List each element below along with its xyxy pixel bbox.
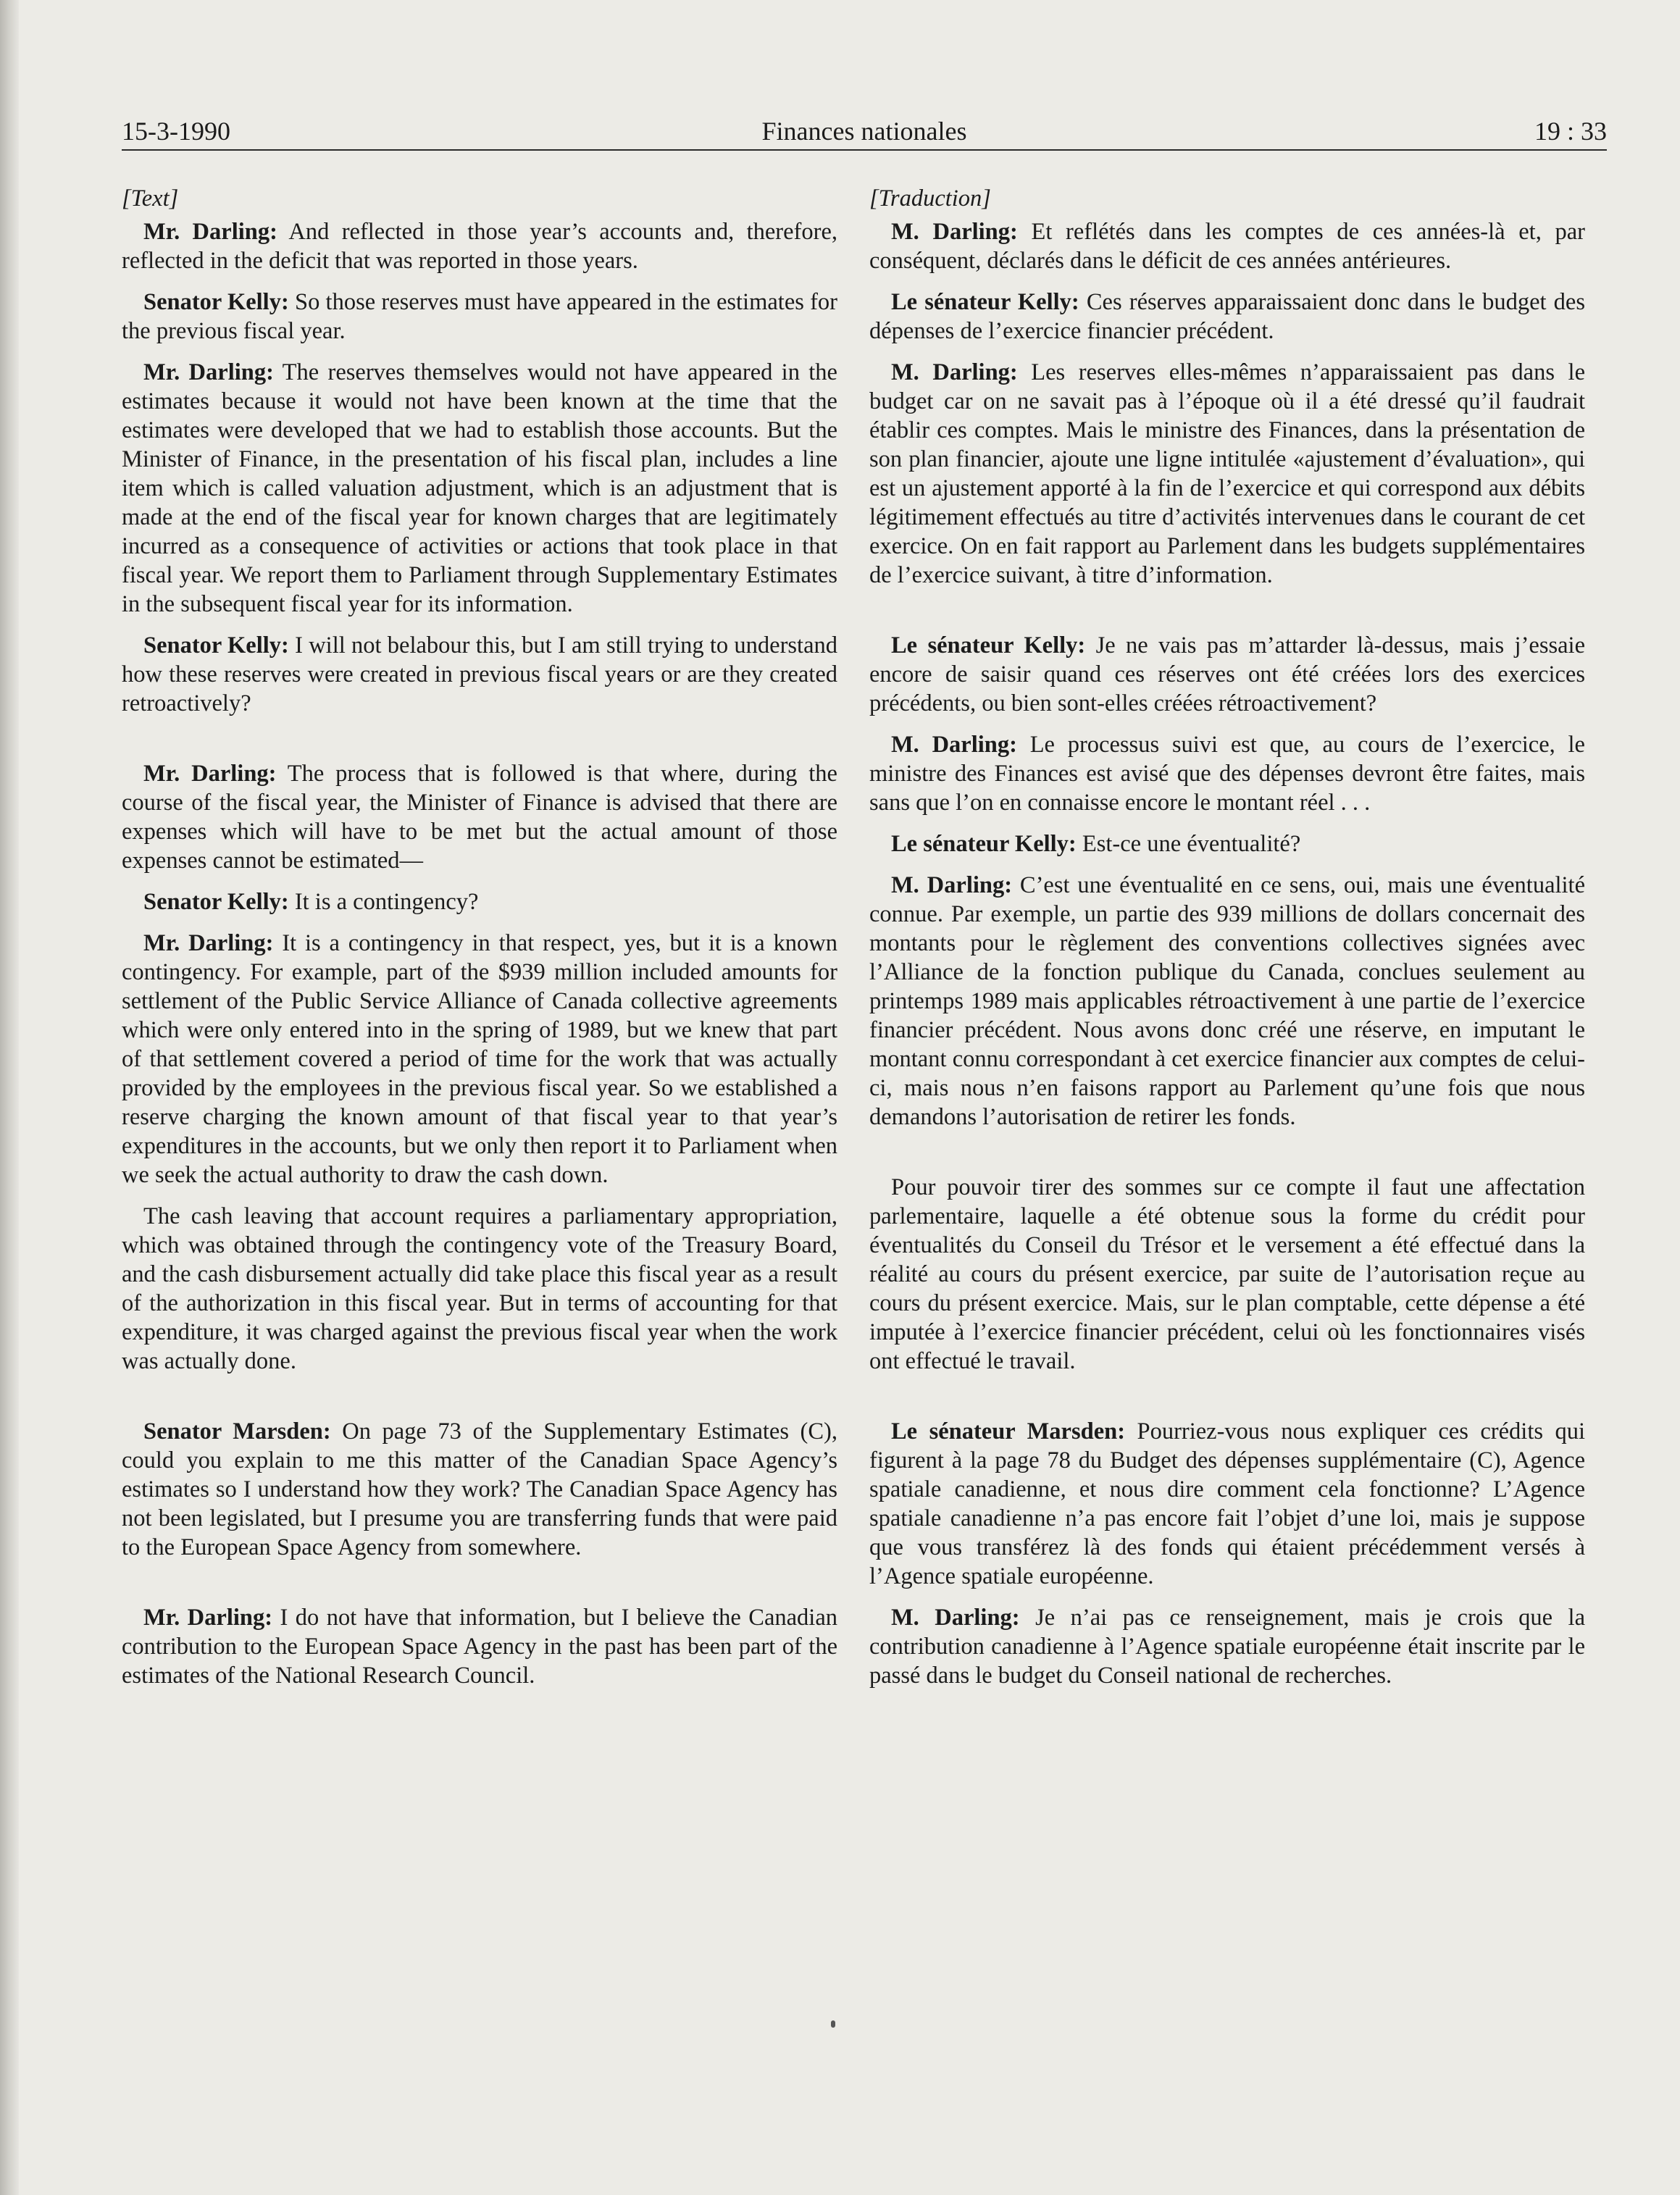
paragraph <box>122 358 837 619</box>
speech-text: The process that is followed is that where, during the course of the fiscal year, the Minister of Finance is advised that there are expenses which will have to be met but the actual amount of those expenses cannot be estimated— <box>122 761 837 874</box>
paragraph <box>122 759 837 875</box>
speaker: Le sénateur Marsden: <box>891 1418 1126 1444</box>
speaker: M. Darling: <box>891 1605 1020 1631</box>
paragraph <box>869 288 1585 346</box>
paragraph <box>122 1603 837 1690</box>
paragraph <box>869 358 1585 590</box>
speaker: Le sénateur Kelly: <box>891 632 1086 658</box>
speech-text: Pour pouvoir tirer des sommes sur ce compte il faut une affectation parlementaire, laquelle a été obtenue sous la forme du crédit pour éventualités du Conseil du Trésor et le versement a été effectué dans la réalité au cours du présent exercice, par suite de l’autorisation reçue au cours du présent exercice. Mais, sur le plan comptable, cette dépense a été imputée à l’exercice financier précédent, celui où les fonctionnaires visés ont effectué le travail. <box>869 1174 1585 1374</box>
speaker: M. Darling: <box>891 872 1013 898</box>
speaker: Mr. Darling: <box>143 1605 273 1631</box>
paragraph <box>869 730 1585 817</box>
column-label: [Text] <box>122 185 179 212</box>
speech-text: So those reserves must have appeared in the estimates for the previous fiscal year. <box>122 289 838 344</box>
speaker: Senator Marsden: <box>143 1418 331 1444</box>
paragraph <box>122 631 837 718</box>
speaker: Le sénateur Kelly: <box>891 289 1079 315</box>
ink-mark <box>831 2020 835 2028</box>
paragraph <box>122 1417 837 1562</box>
column-label: [Traduction] <box>869 185 991 212</box>
speaker: Mr. Darling: <box>143 761 277 787</box>
speech-text: Est-ce une éventualité? <box>1082 831 1301 857</box>
speech-text: On page 73 of the Supplementary Estimates (C), could you explain to me this matter of the Canadian Space Agency’s estimates so I understand how they work? The Canadian Space Agency has not been legislated, but I presume you are transferring funds that were paid to the European Space Agency from somewhere. <box>122 1418 837 1560</box>
paragraph <box>122 1202 837 1376</box>
speech-text: And reflected in those year’s accounts and, therefore, reflected in the deficit that was reported in those years. <box>122 219 837 274</box>
paragraph <box>869 1417 1585 1591</box>
header-rule <box>122 149 1607 151</box>
speech-text: Je ne vais pas m’attarder là-dessus, mais j’essaie encore de saisir quand ces réserves ont été créées lors des exercices précédents, ou bien sont-elles créées rétroactivement? <box>869 632 1586 716</box>
paragraph <box>869 829 1585 858</box>
speech-text: Pourriez-vous nous expliquer ces crédits qui figurent à la page 78 du Budget des dépenses supplémentaire (C), Agence spatiale canadienne, et nous dire comment cela fonctionne? L’Agence spatiale canadienne n’a pas encore fait l’objet d’une loi, mais je suppose que vous transférez là des fonds qui étaient précédemment versés à l’Agence spatiale européenne. <box>869 1418 1585 1589</box>
binding-edge <box>0 0 19 2195</box>
header-page-number: 19 : 33 <box>1534 117 1607 146</box>
speaker: M. Darling: <box>891 732 1017 758</box>
speech-text: Le processus suivi est que, au cours de l’exercice, le ministre des Finances est avisé que des dépenses devront être faites, mais sans que l’on en connaisse encore le montant réel . . . <box>869 732 1585 816</box>
speaker: M. Darling: <box>891 219 1018 245</box>
paragraph <box>869 1173 1585 1376</box>
paragraph <box>869 217 1585 275</box>
speaker: Senator Kelly: <box>143 632 289 658</box>
speech-text: It is a contingency? <box>294 889 479 915</box>
paragraph <box>122 288 837 346</box>
speech-text: C’est une éventualité en ce sens, oui, mais une éventualité connue. Par exemple, un partie des 939 millions de dollars concernait des montants pour le règlement des conventions collectives signées avec l’Alliance de la fonction publique du Canada, conclues seulement au printemps 1989 mais applicables rétroactivement à une partie de l’exercice financier précédent. Nous avons donc créé une réserve, en imputant le montant connu correspondant à cet exercice financier aux comptes de celui-ci, mais nous n’en faisons rapport au Parlement qu’une fois que nous demandons l’autorisation de retirer les fonds. <box>869 872 1586 1130</box>
paragraph <box>122 887 837 916</box>
speaker: Mr. Darling: <box>143 359 274 385</box>
french-column <box>869 184 1585 1702</box>
page-header <box>122 116 1607 149</box>
paragraph <box>869 1603 1585 1690</box>
speech-text: Je n’ai pas ce renseignement, mais je crois que la contribution canadienne à l’Agence spatiale européenne était inscrite par le passé dans le budget du Conseil national de recherches. <box>869 1605 1586 1689</box>
paragraph <box>869 631 1585 718</box>
speech-text: I do not have that information, but I believe the Canadian contribution to the European Space Agency in the past has been part of the estimates of the National Research Council. <box>122 1605 838 1689</box>
paragraph <box>122 217 837 275</box>
speaker: Mr. Darling: <box>143 219 277 245</box>
paragraph <box>122 929 837 1190</box>
speech-text: Ces réserves apparaissaient donc dans le budget des dépenses de l’exercice financier précédent. <box>869 289 1586 344</box>
english-column <box>122 184 837 1702</box>
speaker: Senator Kelly: <box>143 289 289 315</box>
speech-text: Les reserves elles-mêmes n’apparaissaient pas dans le budget car on ne savait pas à l’époque où il a été dressé qu’il faudrait établir ces comptes. Mais le ministre des Finances, dans la présentation de son plan financier, ajoute une ligne intitulée «ajustement d’évaluation», qui est un ajustement apporté à la fin de l’exercice et qui correspond aux débits légitimement effectués au titre d’activités intervenues dans le courant de cet exercice. On en fait rapport au Parlement dans les budgets supplémentaires de l’exercice suivant, à titre d’information. <box>869 359 1585 588</box>
speech-text: I will not belabour this, but I am still trying to understand how these reserves were created in previous fiscal years or are they created retroactively? <box>122 632 838 716</box>
speech-text: The cash leaving that account requires a parliamentary appropriation, which was obtained through the contingency vote of the Treasury Board, and the cash disbursement actually did take place this fiscal year as a result of the authorization in this fiscal year. But in terms of accounting for that expenditure, it was charged against the previous fiscal year when the work was actually done. <box>122 1203 837 1374</box>
speech-text: Et reflétés dans les comptes de ces années-là et, par conséquent, déclarés dans le déficit de ces années antérieures. <box>869 219 1585 274</box>
speaker: Le sénateur Kelly: <box>891 831 1077 857</box>
speech-text: It is a contingency in that respect, yes, but it is a known contingency. For example, part of the $939 million included amounts for settlement of the Public Service Alliance of Canada collective agreements which were only entered into in the spring of 1989, but we knew that part of that settlement covered a period of time for the work that was actually provided by the employees in the previous fiscal year. So we established a reserve charging the known amount of that fiscal year to that year’s expenditures in the accounts, but we only then report it to Parliament when we seek the actual authority to draw the cash down. <box>122 930 838 1188</box>
speech-text: The reserves themselves would not have appeared in the estimates because it would not have been known at the time that the estimates were developed that we had to establish those accounts. But the Minister of Finance, in the presentation of his fiscal plan, includes a line item which is called valuation adjustment, which is an adjustment that is made at the end of the fiscal year for known charges that are legitimately incurred as a consequence of activities or actions that took place in that fiscal year. We report them to Parliament through Supplementary Estimates in the subsequent fiscal year for its information. <box>122 359 837 617</box>
header-title: Finances nationales <box>761 117 967 146</box>
speaker: Senator Kelly: <box>143 889 289 915</box>
paragraph <box>869 871 1585 1132</box>
speaker: M. Darling: <box>891 359 1018 385</box>
header-date: 15-3-1990 <box>122 117 230 146</box>
speaker: Mr. Darling: <box>143 930 274 956</box>
